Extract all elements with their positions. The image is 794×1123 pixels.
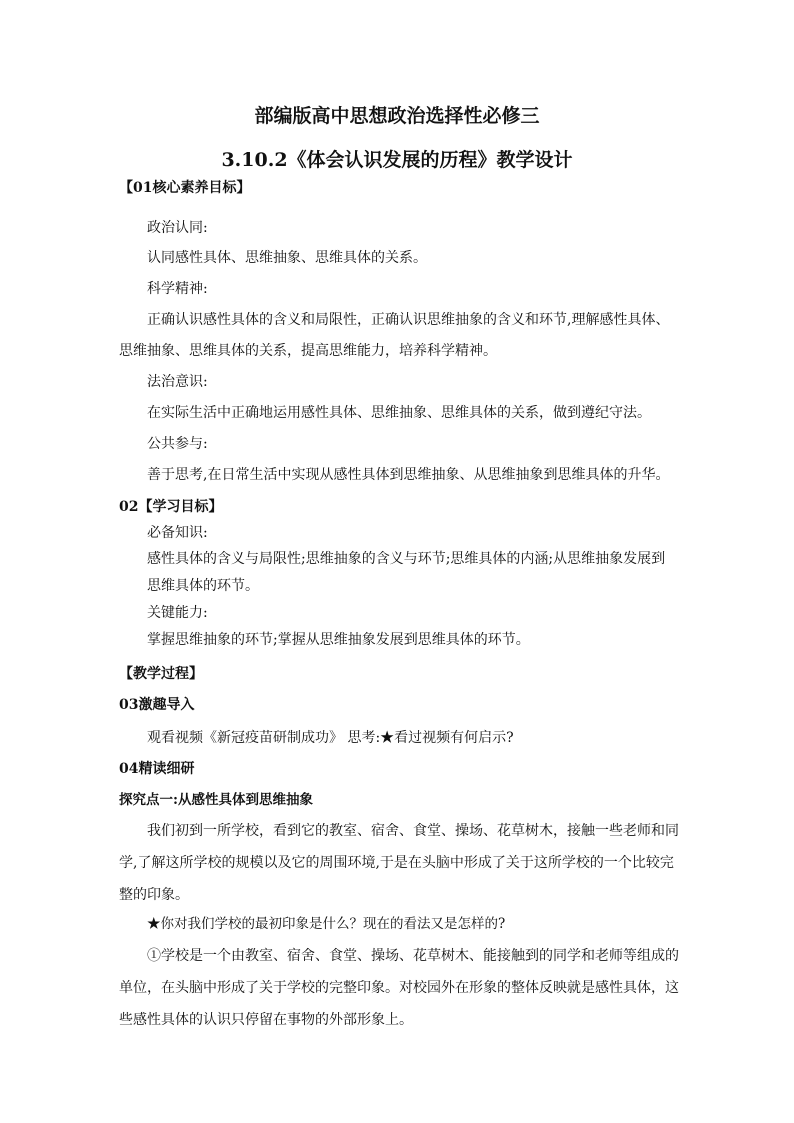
section-heading-close-reading: 04精读细研 <box>119 761 195 777</box>
goal-label: 政治认同: <box>147 220 208 236</box>
intro-text: 观看视频《新冠疫苗研制成功》 思考:★看过视频有何启示? <box>147 730 514 746</box>
paragraph: 我们初到一所学校，看到它的教室、宿舍、食堂、操场、花草树木，接触一些老师和同学,了解这所学校的规模以及它的周围环境,于是在头脑中形成了关于这所学校的一个比较完整的印象。 <box>119 823 679 903</box>
goal-label: 公共参与: <box>147 436 208 452</box>
paragraph: ①学校是一个由教室、宿舍、食堂、操场、花草树木、能接触到的同学和老师等组成的单位，在头脑中形成了关于学校的完整印象。对校园外在形象的整体反映就是感性具体，这些感性具体的认识只停留在事物的外部形象上。 <box>119 948 679 1028</box>
goal-text: 在实际生活中正确地运用感性具体、思维抽象、思维具体的关系，做到遵纪守法。 <box>147 405 651 421</box>
goal-label: 法治意识: <box>147 374 208 390</box>
goal-text: 感性具体的含义与局限性;思维抽象的含义与环节;思维具体的内涵;从思维抽象发展到 <box>147 551 666 567</box>
goal-label: 必备知识: <box>147 525 208 541</box>
question-text: ★你对我们学校的最初印象是什么？现在的看法又是怎样的? <box>147 916 506 932</box>
section-heading-teaching-process: 【教学过程】 <box>119 666 203 682</box>
document-title: 部编版高中思想政治选择性必修三 <box>254 105 540 127</box>
section-heading-learning-goals: 02【学习目标】 <box>119 499 223 515</box>
sub-heading-intro: 03激趣导入 <box>119 697 195 713</box>
goal-text: 正确认识感性具体的含义和局限性，正确认识思维抽象的含义和环节,理解感性具体、 <box>147 312 670 328</box>
goal-text: 掌握思维抽象的环节;掌握从思维抽象发展到思维具体的环节。 <box>147 632 530 648</box>
section-heading-core-literacy: 【01核心素养目标】 <box>119 180 251 196</box>
document-subtitle: 3.10.2《体会认识发展的历程》教学设计 <box>221 149 573 171</box>
goal-label: 关键能力: <box>147 605 208 621</box>
goal-text: 思维抽象、思维具体的关系，提高思维能力，培养科学精神。 <box>119 343 497 359</box>
goal-text: 善于思考,在日常生活中实现从感性具体到思维抽象、从思维抽象到思维具体的升华。 <box>147 467 670 483</box>
goal-label: 科学精神: <box>147 281 208 297</box>
goal-text: 认同感性具体、思维抽象、思维具体的关系。 <box>147 250 427 266</box>
goal-text: 思维具体的环节。 <box>147 578 259 594</box>
inquiry-point-title: 探究点一:从感性具体到思维抽象 <box>119 792 313 808</box>
